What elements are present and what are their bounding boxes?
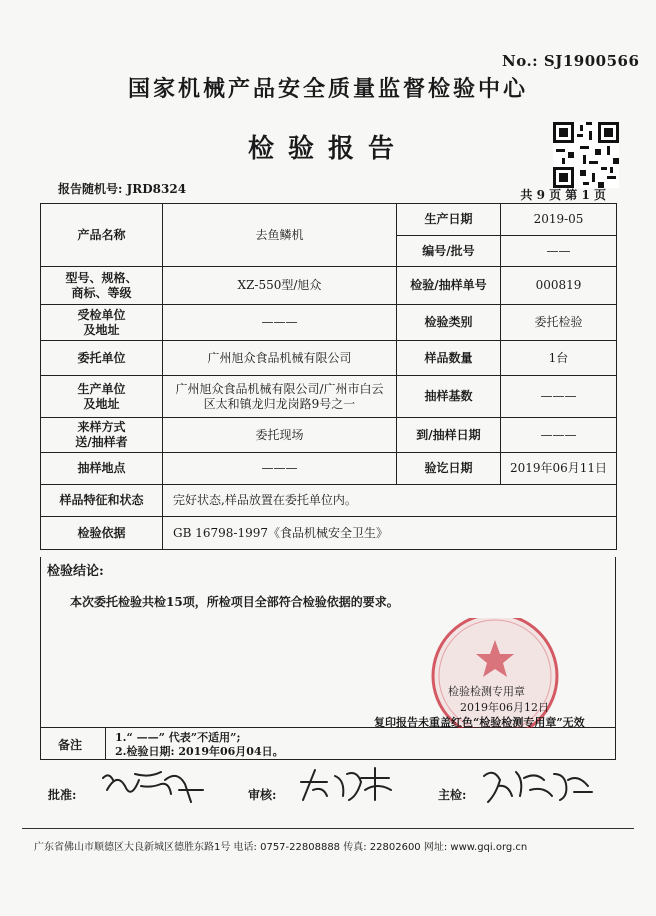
sample-order-label: 检验/抽样单号	[397, 267, 501, 305]
conclusion-title: 检验结论:	[47, 564, 104, 579]
report-info-table	[40, 203, 617, 550]
completion-date-label: 验讫日期	[397, 453, 501, 485]
basis: GB 16798-1997《食品机械安全卫生》	[163, 517, 617, 550]
inspector-label: 主检:	[438, 788, 467, 802]
serial-batch: ——	[501, 236, 617, 267]
footer-contact: 广东省佛山市顺德区大良新城区德胜东路1号 电话: 0757-22808888 传真: 22802600 网址: www.gqi.org.cn	[34, 842, 528, 853]
sample-state: 完好状态,样品放置在委托单位内。	[163, 485, 617, 517]
arrival-date: ———	[501, 418, 617, 453]
notes-label: 备注	[58, 738, 83, 752]
inspection-type-label: 检验类别	[397, 305, 501, 341]
qr-code-icon	[553, 122, 619, 188]
producer: 广州旭众食品机械有限公司/广州市白云 区太和镇龙归龙岗路9号之一	[163, 376, 397, 418]
page-info: 共 9 页 第 1 页	[520, 188, 606, 202]
conclusion-text: 本次委托检验共检15项，所检项目全部符合检验依据的要求。	[70, 595, 399, 609]
completion-date: 2019年06月11日	[501, 453, 617, 485]
notes-divider	[105, 727, 106, 760]
footer-divider	[22, 828, 634, 829]
review-label: 审核:	[248, 788, 277, 802]
production-date-label: 生产日期	[397, 204, 501, 236]
stamp-name: 检验检测专用章	[448, 685, 525, 698]
document-title: 检验报告	[247, 134, 408, 164]
sample-qty: 1台	[501, 341, 617, 376]
sample-state-label: 样品特征和状态	[41, 485, 163, 517]
sample-method-label: 来样方式 送/抽样者	[41, 418, 163, 453]
model-label: 型号、规格、 商标、等级	[41, 267, 163, 305]
client-label: 委托单位	[41, 341, 163, 376]
approve-label: 批准:	[48, 788, 77, 802]
client: 广州旭众食品机械有限公司	[163, 341, 397, 376]
product-name-label: 产品名称	[41, 204, 163, 267]
inspected-unit: ———	[163, 305, 397, 341]
production-date: 2019-05	[501, 204, 617, 236]
report-number: No.: SJ1900566	[502, 52, 640, 70]
report-serial: 报告随机号: JRD8324	[58, 182, 187, 196]
note-line-1: 1.“ ——” 代表”不适用”;	[115, 731, 241, 744]
product-name: 去鱼鳞机	[163, 204, 397, 267]
inspection-type: 委托检验	[501, 305, 617, 341]
sampling-place-label: 抽样地点	[41, 453, 163, 485]
sample-qty-label: 样品数量	[397, 341, 501, 376]
inspector-signature	[478, 760, 598, 810]
sampling-base: ———	[501, 376, 617, 418]
sampling-place: ———	[163, 453, 397, 485]
sampling-base-label: 抽样基数	[397, 376, 501, 418]
serial-batch-label: 编号/批号	[397, 236, 501, 267]
reviewer-signature	[295, 760, 405, 810]
copy-invalid-note: 复印报告未重盖红色“检验检测专用章”无效	[374, 716, 585, 729]
sample-order: 000819	[501, 267, 617, 305]
model: XZ-550型/旭众	[163, 267, 397, 305]
approver-signature	[95, 760, 215, 810]
arrival-date-label: 到/抽样日期	[397, 418, 501, 453]
basis-label: 检验依据	[41, 517, 163, 550]
organization-title: 国家机械产品安全质量监督检验中心	[127, 77, 528, 102]
stamp-date: 2019年06月12日	[460, 701, 549, 714]
sample-method: 委托现场	[163, 418, 397, 453]
producer-label: 生产单位 及地址	[41, 376, 163, 418]
note-line-2: 2.检验日期: 2019年06月04日。	[115, 745, 284, 758]
inspected-unit-label: 受检单位 及地址	[41, 305, 163, 341]
